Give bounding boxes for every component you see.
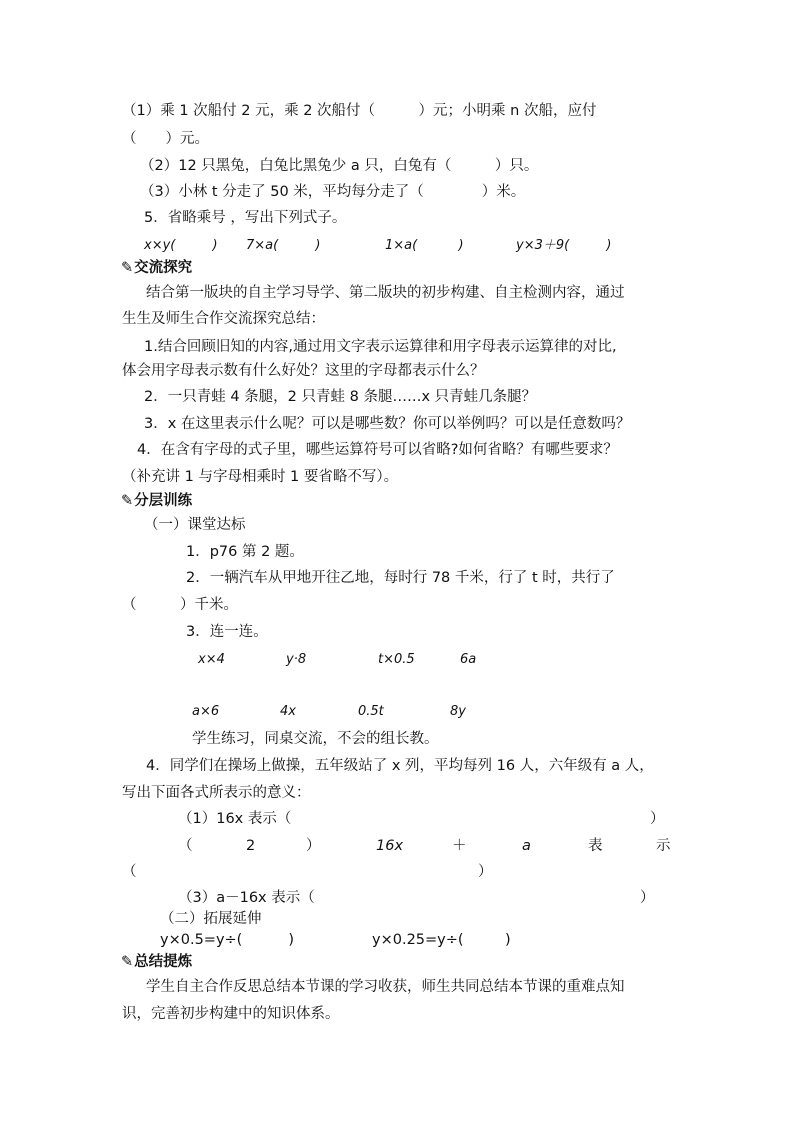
- practice-note: 学生练习，同桌交流，不会的组长教。: [192, 731, 439, 747]
- match-top-2: y·8: [286, 652, 307, 667]
- meaning-2-part: ＋: [452, 838, 467, 854]
- expression-2: 7×a( ): [246, 238, 321, 253]
- training-item-1: 1．p76 第 2 题。: [186, 544, 304, 560]
- exchange-item-1-line-1: 1.结合回顾旧知的内容,通过用文字表示运算律和用字母表示运算律的对比,: [144, 339, 617, 355]
- meaning-2-close: ）: [478, 864, 493, 880]
- meaning-2-part: 表: [588, 838, 603, 854]
- meaning-3-close: ）: [640, 890, 655, 906]
- match-bottom-3: 0.5t: [358, 704, 384, 719]
- section-heading-summary: ✎总结提炼: [121, 954, 193, 970]
- section-heading-training: ✎分层训练: [121, 493, 193, 509]
- meaning-2-part: a: [522, 838, 531, 854]
- meaning-2-part: ）: [306, 838, 321, 854]
- expression-1: x×y( ): [144, 238, 218, 253]
- meaning-3-label: （3）a－16x 表示（: [178, 890, 315, 906]
- subsection-classroom: （一）课堂达标: [144, 517, 246, 533]
- pen-icon: ✎: [121, 954, 134, 970]
- training-item-3: 3．连一连。: [186, 624, 268, 640]
- training-item-4-line-2: 写出下面各式所表示的意义：: [122, 785, 311, 801]
- expression-4: y×3＋9( ): [516, 238, 612, 253]
- pen-icon: ✎: [121, 260, 134, 276]
- exchange-item-3: 3．x 在这里表示什么呢？可以是哪些数？你可以举例吗？可以是任意数吗？: [144, 416, 631, 432]
- pen-icon: ✎: [121, 493, 134, 509]
- question-5-title: 5．省略乘号 ，写出下列式子。: [144, 210, 347, 226]
- meaning-2-part: 2: [246, 838, 256, 854]
- question-2: （2）12 只黑兔，白兔比黑兔少 a 只，白兔有（ ）只。: [140, 158, 539, 174]
- training-item-2-line-2: （ ）千米。: [122, 597, 238, 613]
- summary-line-1: 学生自主合作反思总结本节课的学习收获，师生共同总结本节课的重难点知: [146, 979, 625, 995]
- match-top-4: 6a: [460, 652, 477, 667]
- match-bottom-2: 4x: [280, 704, 296, 719]
- subsection-extension: （二）拓展延伸: [160, 911, 262, 927]
- question-1-line-2: （ ）元。: [122, 131, 209, 147]
- training-item-2-line-1: 2．一辆汽车从甲地开往乙地，每时行 78 千米，行了 t 时，共行了: [186, 570, 615, 586]
- match-bottom-4: 8y: [450, 704, 466, 719]
- question-3: （3）小林 t 分走了 50 米，平均每分走了（ ）米。: [140, 184, 526, 200]
- exchange-intro-line-2: 生生及师生合作交流探究总结：: [122, 311, 325, 327]
- training-item-4-line-1: 4．同学们在操场上做操，五年级站了 x 列，平均每列 16 人，六年级有 a 人，: [146, 758, 654, 774]
- summary-line-2: 识，完善初步构建中的知识体系。: [122, 1006, 340, 1022]
- exchange-item-4-line-2: （补充讲 1 与字母相乘时 1 要省略不写）。: [122, 469, 399, 485]
- meaning-2-part: 示: [656, 838, 671, 854]
- exchange-intro-line-1: 结合第一版块的自主学习导学、第二版块的初步构建、自主检测内容，通过: [146, 285, 625, 301]
- meaning-2-part: （: [178, 838, 193, 854]
- exchange-item-1-line-2: 体会用字母表示数有什么好处？这里的字母都表示什么？: [122, 363, 485, 379]
- match-top-3: t×0.5: [378, 652, 415, 667]
- expression-3: 1×a( ): [385, 238, 464, 253]
- exchange-item-2: 2．一只青蛙 4 条腿，2 只青蛙 8 条腿……x 只青蛙几条腿？: [144, 389, 537, 405]
- meaning-1-label: （1）16x 表示（: [178, 811, 292, 827]
- extension-expression-1: y×0.5=y÷( ): [160, 932, 295, 948]
- meaning-2-open: （: [122, 864, 137, 880]
- exchange-item-4-line-1: 4．在含有字母的式子里，哪些运算符号可以省略?如何省略？有哪些要求？: [137, 442, 618, 458]
- match-bottom-1: a×6: [192, 704, 220, 719]
- section-heading-exchange: ✎交流探究: [121, 260, 193, 276]
- match-top-1: x×4: [198, 652, 225, 667]
- extension-expression-2: y×0.25=y÷( ): [372, 932, 511, 948]
- meaning-2-part: 16x: [376, 838, 404, 854]
- question-1-line-1: （1）乘 1 次船付 2 元，乘 2 次船付（ ）元；小明乘 n 次船，应付: [122, 103, 597, 119]
- meaning-1-close: ）: [650, 811, 665, 827]
